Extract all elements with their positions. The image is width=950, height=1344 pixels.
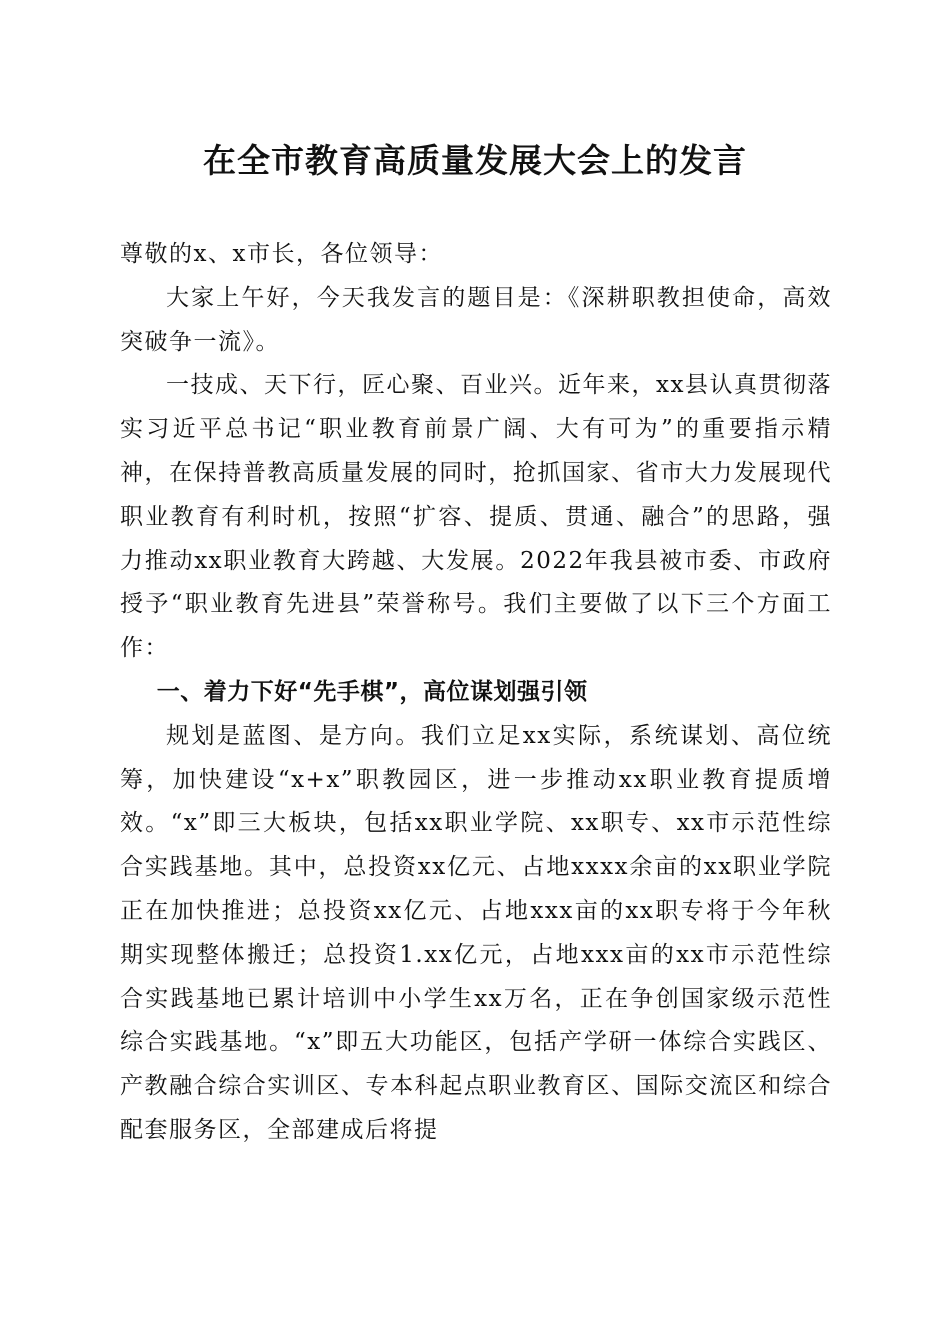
overview-paragraph: 一技成、天下行，匠心聚、百业兴。近年来，xx县认真贯彻落实习近平总书记“职业教育前景广阔、大有可为”的重要指示精神，在保持普教高质量发展的同时，抢抓国家、省市大力发展现代职业教育有利时机，按照“扩容、提质、贯通、融合”的思路，强力推动xx职业教育大跨越、大发展。2022年我县被市委、市政府授予“职业教育先进县”荣誉称号。我们主要做了以下三个方面工作： xyxy=(120,372,832,662)
section-heading: 一、着力下好“先手棋”，高位谋划强引领 xyxy=(156,678,588,705)
document-title: 在全市教育高质量发展大会上的发言 xyxy=(203,141,747,180)
document-body xyxy=(120,233,832,1153)
salutation: 尊敬的x、x市长，各位领导： xyxy=(120,241,443,267)
section-paragraph: 规划是蓝图、是方向。我们立足xx实际，系统谋划、高位统筹，加快建设“x+x”职教园区，进一步推动xx职业教育提质增效。“x”即三大板块，包括xx职业学院、xx职专、xx市示范性综合实践基地。其中，总投资xx亿元、占地xxxx余亩的xx职业学院正在加快推进；总投资xx亿元、占地xxx亩的xx职专将于今年秋期实现整体搬迁；总投资1.xx亿元，占地xxx亩的xx市示范性综合实践基地已累计培训中小学生xx万名，正在争创国家级示范性综合实践基地。“x”即五大功能区，包括产学研一体综合实践区、产教融合综合实训区、专本科起点职业教育区、国际交流区和综合配套服务区，全部建成后将提 xyxy=(120,722,832,1143)
intro-paragraph: 大家上午好，今天我发言的题目是：《深耕职教担使命，高效突破争一流》。 xyxy=(120,284,832,355)
